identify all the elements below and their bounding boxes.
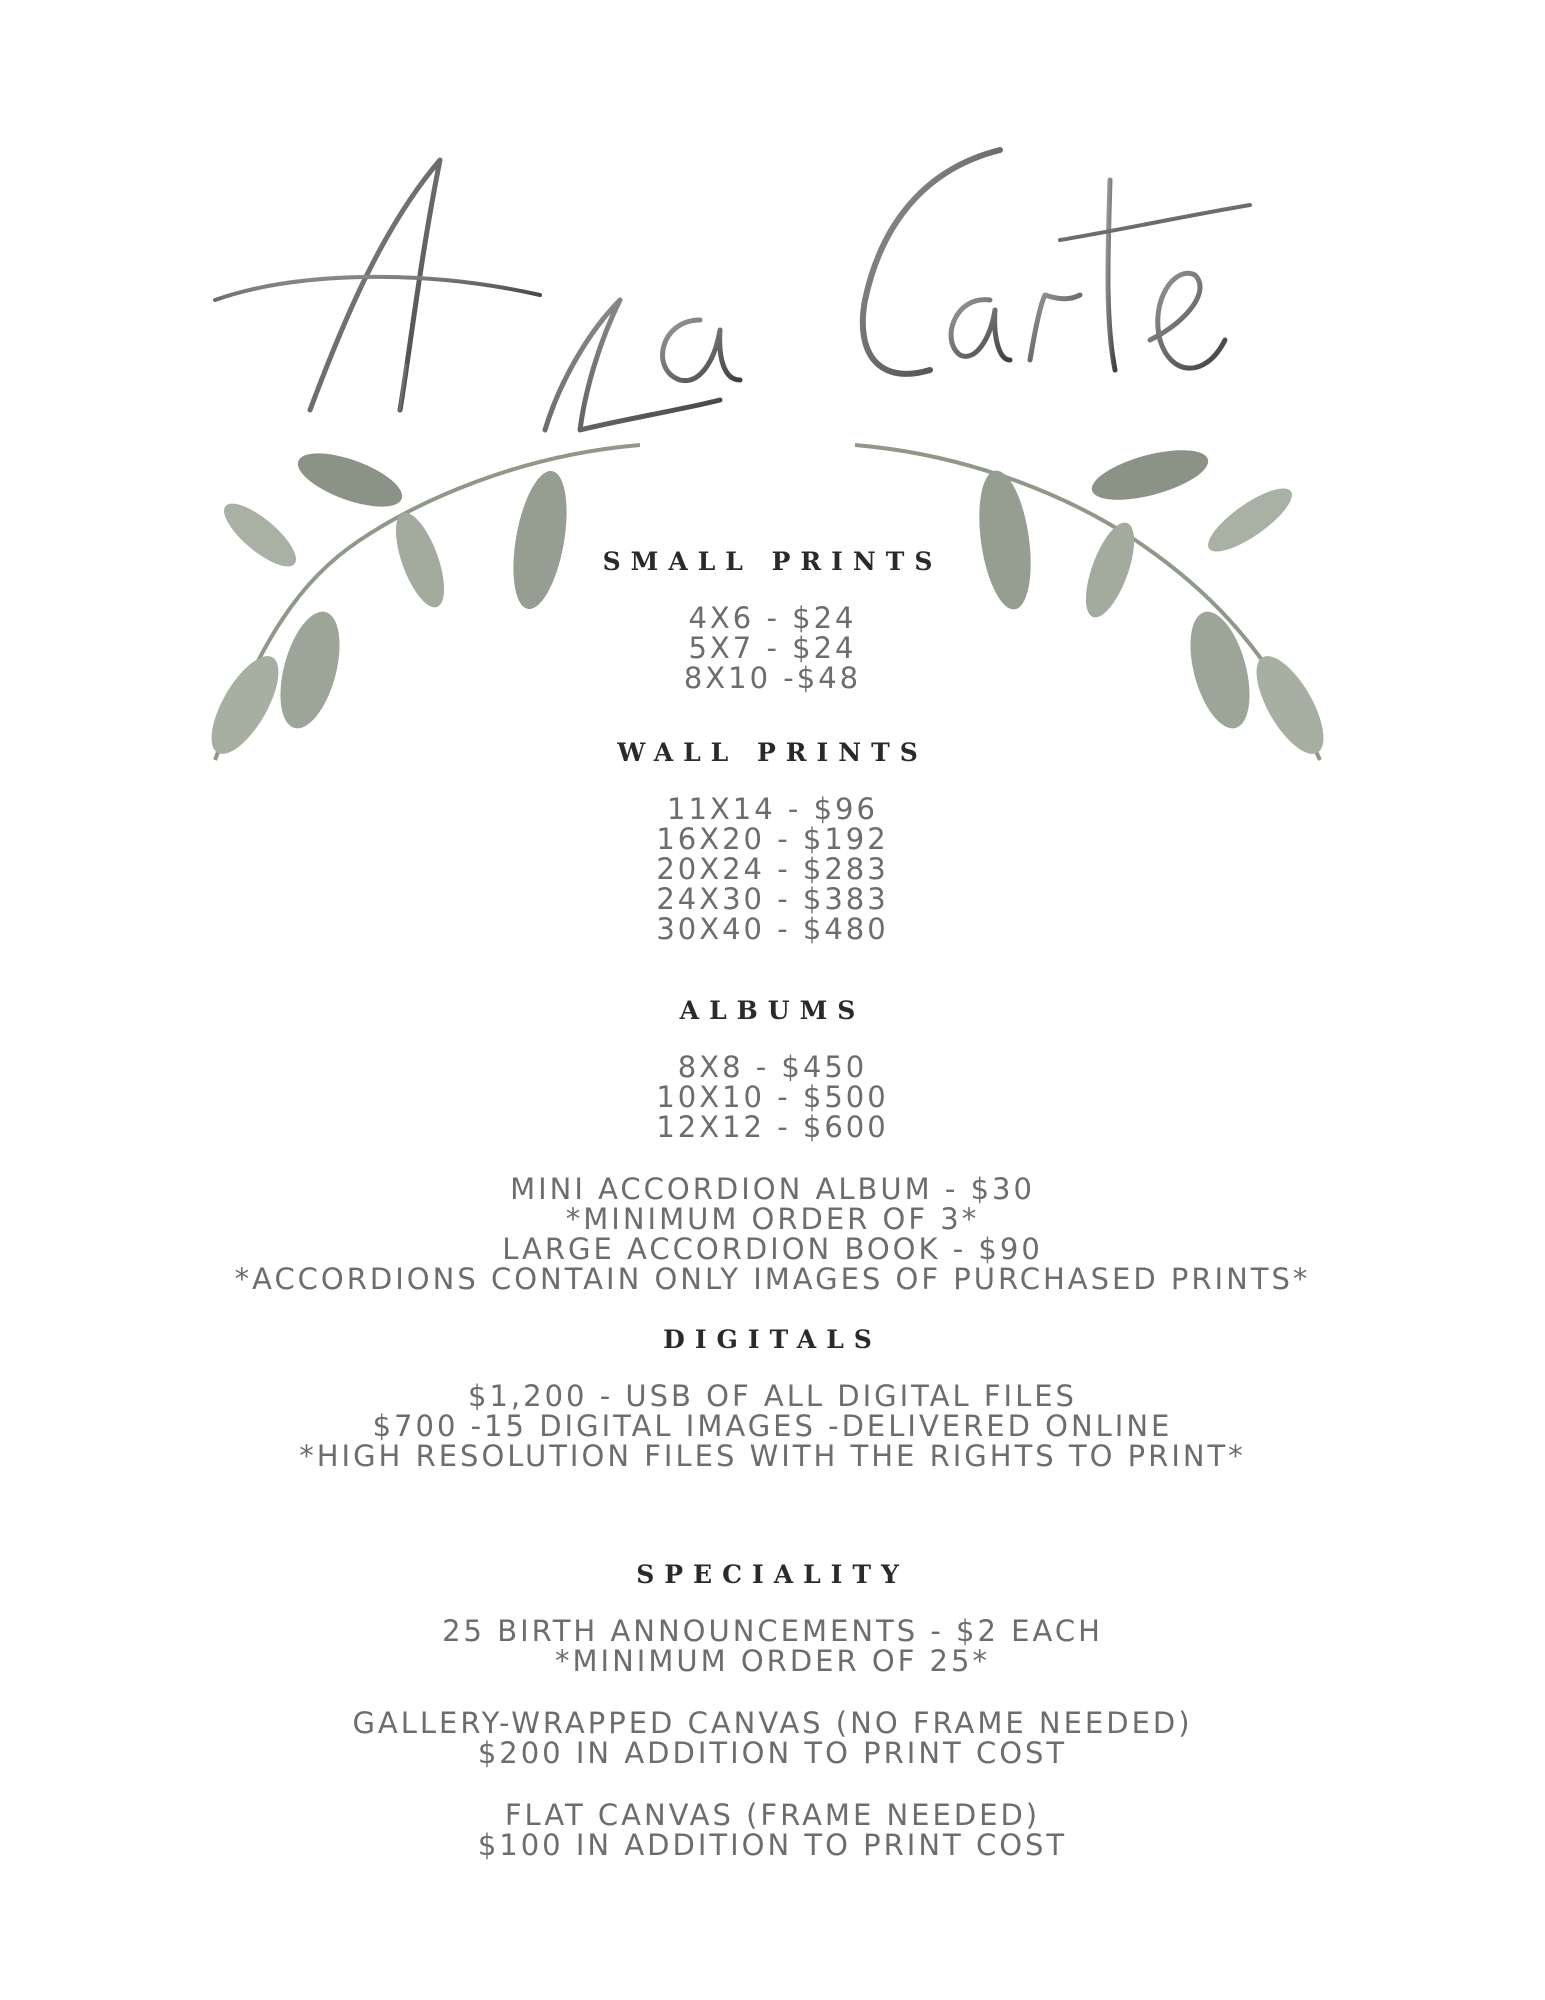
digitals-item: $700 -15 DIGITAL IMAGES -DELIVERED ONLINE <box>372 1409 1173 1443</box>
albums-item: 10X10 - $500 <box>656 1080 889 1114</box>
digitals-item: *HIGH RESOLUTION FILES WITH THE RIGHTS TO PRINT* <box>299 1439 1246 1473</box>
albums-list <box>0 1052 1545 1142</box>
wall-prints-heading: WALL PRINTS <box>617 738 928 767</box>
albums-heading: ALBUMS <box>679 996 866 1025</box>
small-prints-section <box>0 547 1545 693</box>
wall-prints-item: 20X24 - $283 <box>656 852 889 886</box>
speciality-item: GALLERY-WRAPPED CANVAS (NO FRAME NEEDED) <box>352 1706 1193 1740</box>
wall-prints-item: 16X20 - $192 <box>656 822 889 856</box>
small-prints-heading: SMALL PRINTS <box>602 547 943 576</box>
wall-prints-item: 24X30 - $383 <box>656 882 889 916</box>
speciality-item: FLAT CANVAS (FRAME NEEDED) <box>504 1798 1041 1832</box>
speciality-item: 25 BIRTH ANNOUNCEMENTS - $2 EACH <box>442 1614 1103 1648</box>
digitals-item: $1,200 - USB OF ALL DIGITAL FILES <box>468 1379 1077 1413</box>
wall-prints-list <box>0 794 1545 944</box>
albums-extra: LARGE ACCORDION BOOK - $90 <box>502 1232 1043 1266</box>
albums-extra: *MINIMUM ORDER OF 3* <box>565 1202 980 1236</box>
small-prints-item: 8X10 -$48 <box>683 661 862 695</box>
speciality-item: $200 IN ADDITION TO PRINT COST <box>477 1736 1068 1770</box>
speciality-birth <box>0 1616 1545 1676</box>
albums-extra: *ACCORDIONS CONTAIN ONLY IMAGES OF PURCHASED PRINTS* <box>234 1262 1311 1296</box>
speciality-section <box>0 1560 1545 1860</box>
speciality-item: *MINIMUM ORDER OF 25* <box>555 1644 990 1678</box>
albums-extra: MINI ACCORDION ALBUM - $30 <box>510 1172 1035 1206</box>
digitals-section <box>0 1325 1545 1471</box>
speciality-item: $100 IN ADDITION TO PRINT COST <box>477 1828 1068 1862</box>
albums-item: 12X12 - $600 <box>656 1110 889 1144</box>
speciality-heading: SPECIALITY <box>636 1560 909 1589</box>
digitals-list <box>0 1381 1545 1471</box>
albums-section <box>0 996 1545 1294</box>
small-prints-item: 4X6 - $24 <box>688 601 857 635</box>
digitals-heading: DIGITALS <box>663 1325 882 1354</box>
small-prints-list <box>0 603 1545 693</box>
small-prints-item: 5X7 - $24 <box>688 631 857 665</box>
wall-prints-item: 30X40 - $480 <box>656 912 889 946</box>
wall-prints-section <box>0 738 1545 944</box>
wall-prints-item: 11X14 - $96 <box>667 792 878 826</box>
albums-item: 8X8 - $450 <box>677 1050 868 1084</box>
title-script-strokes <box>215 150 1250 430</box>
